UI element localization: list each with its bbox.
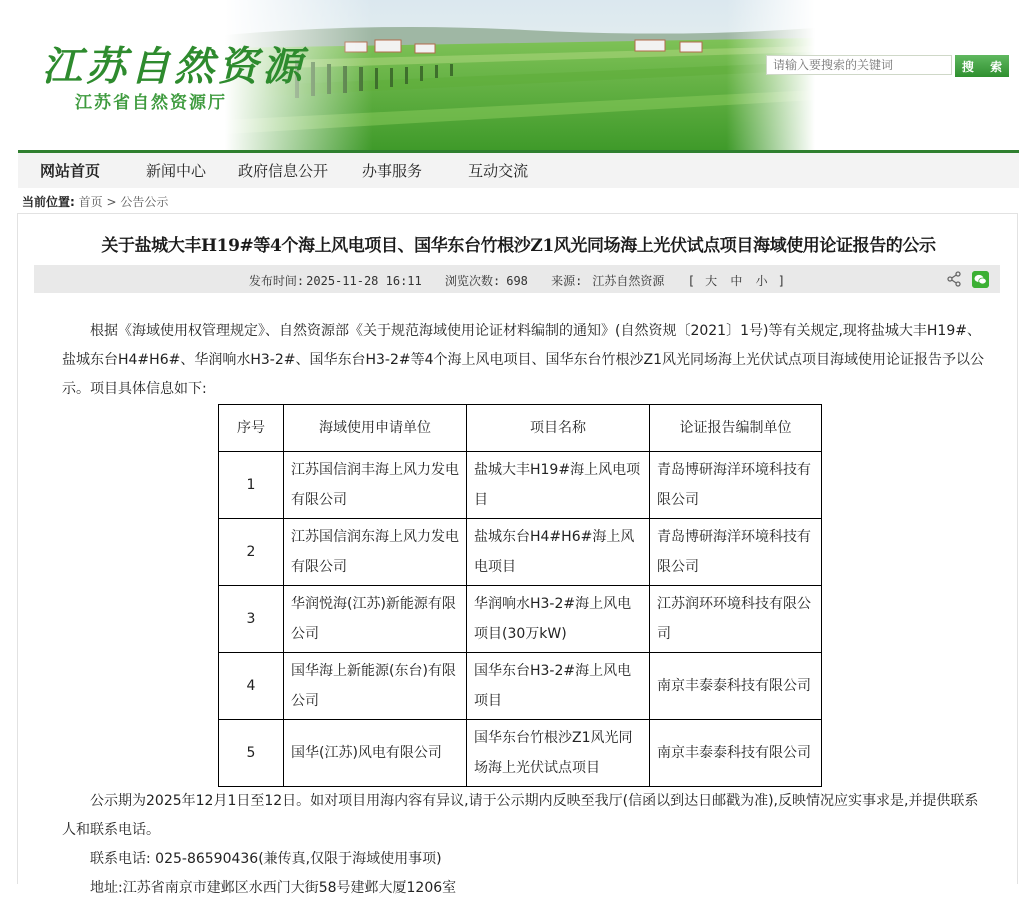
table-cell: 江苏国信润丰海上风力发电有限公司 xyxy=(284,452,467,519)
table-row xyxy=(219,653,822,720)
table-cell: 南京丰泰泰科技有限公司 xyxy=(650,653,822,720)
font-size-medium[interactable]: 中 xyxy=(730,274,743,288)
table-cell: 南京丰泰泰科技有限公司 xyxy=(650,720,822,787)
table-cell: 华润悦海(江苏)新能源有限公司 xyxy=(284,586,467,653)
publish-time-value: 2025-11-28 16:11 xyxy=(306,274,422,288)
article-content xyxy=(62,317,992,903)
table-row xyxy=(219,452,822,519)
nav-item-interaction[interactable]: 互动交流 xyxy=(468,162,529,180)
font-size-small[interactable]: 小 xyxy=(755,274,768,288)
table-header-cell: 海域使用申请单位 xyxy=(284,405,467,452)
view-count xyxy=(445,274,528,288)
table-header-cell: 论证报告编制单位 xyxy=(650,405,822,452)
project-table xyxy=(218,404,822,787)
table-cell: 盐城东台H4#H6#海上风电项目 xyxy=(467,519,650,586)
nav-item-services[interactable]: 办事服务 xyxy=(362,162,423,180)
table-row xyxy=(219,720,822,787)
address-paragraph: 地址:江苏省南京市建邺区水西门大街58号建邺大厦1206室 xyxy=(90,880,457,896)
table-cell: 江苏润环环境科技有限公司 xyxy=(650,586,822,653)
breadcrumb-label: 当前位置: xyxy=(22,195,75,209)
wechat-icon[interactable] xyxy=(972,271,989,288)
font-size-bracket-open: [ xyxy=(687,274,695,288)
notice-paragraph: 公示期为2025年12月1日至12日。如对项目用海内容有异议,请于公示期内反映至我厅(信函以到达日邮戳为准),反映情况应实事求是,并提供联系人和联系电话。 xyxy=(62,793,979,838)
table-cell: 江苏国信润东海上风力发电有限公司 xyxy=(284,519,467,586)
article-source-label: 来源: xyxy=(551,274,583,288)
contact-paragraph: 联系电话: 025-86590436(兼传真,仅限于海域使用事项) xyxy=(90,851,442,867)
article-meta-bar xyxy=(34,265,1000,293)
table-row xyxy=(219,519,822,586)
share-icon[interactable] xyxy=(946,271,962,287)
article-title: 关于盐城大丰H19#等4个海上风电项目、国华东台竹根沙Z1风光同场海上光伏试点项目海域使用论证报告的公示 xyxy=(101,236,936,256)
publish-time-label: 发布时间: xyxy=(248,274,305,288)
font-size-switcher xyxy=(688,274,785,288)
table-cell: 5 xyxy=(219,720,284,787)
breadcrumb-home-link[interactable]: 首页 xyxy=(78,195,103,209)
article-source xyxy=(551,274,664,288)
table-header-cell: 项目名称 xyxy=(467,405,650,452)
table-cell: 盐城大丰H19#海上风电项目 xyxy=(467,452,650,519)
site-logo-title[interactable]: 江苏自然资源 xyxy=(42,43,306,90)
breadcrumb-separator: > xyxy=(106,195,117,209)
nav-item-news[interactable]: 新闻中心 xyxy=(146,162,207,180)
table-cell: 1 xyxy=(219,452,284,519)
article-source-value: 江苏自然资源 xyxy=(592,274,665,288)
table-cell: 4 xyxy=(219,653,284,720)
site-header xyxy=(0,0,1030,150)
table-cell: 国华东台H3-2#海上风电项目 xyxy=(467,653,650,720)
breadcrumb-current-link[interactable]: 公告公示 xyxy=(120,195,169,209)
intro-paragraph: 根据《海域使用权管理规定》、自然资源部《关于规范海域使用论证材料编制的通知》(自然资规〔2021〕1号)等有关规定,现将盐城大丰H19#、盐城东台H4#H6#、华润响水H3-2#、国华东台H3-2#等4个海上风电项目、国华东台竹根沙Z1风光同场海上光伏试点项目海域使用论证报告予以公示。项目具体信息如下: xyxy=(62,323,984,397)
nav-item-gov-info[interactable]: 政府信息公开 xyxy=(238,162,329,180)
font-size-large[interactable]: 大 xyxy=(705,274,718,288)
article-panel xyxy=(17,213,1018,896)
site-logo-subtitle[interactable]: 江苏省自然资源厅 xyxy=(75,93,227,113)
main-nav xyxy=(18,150,1019,188)
table-cell: 3 xyxy=(219,586,284,653)
table-cell: 2 xyxy=(219,519,284,586)
header-banner-image xyxy=(225,0,815,150)
table-cell: 国华东台竹根沙Z1风光同场海上光伏试点项目 xyxy=(467,720,650,787)
table-cell: 青岛博研海洋环境科技有限公司 xyxy=(650,519,822,586)
search-button[interactable]: 搜 索 xyxy=(955,55,1009,77)
view-count-value: 698 xyxy=(506,274,528,288)
breadcrumb xyxy=(22,193,168,210)
table-cell: 华润响水H3-2#海上风电项目(30万kW) xyxy=(467,586,650,653)
nav-item-home[interactable]: 网站首页 xyxy=(40,162,101,180)
publish-time xyxy=(249,274,422,288)
font-size-bracket-close: ] xyxy=(777,274,786,288)
table-cell: 青岛博研海洋环境科技有限公司 xyxy=(650,452,822,519)
table-header-cell: 序号 xyxy=(219,405,284,452)
table-row xyxy=(219,586,822,653)
view-count-label: 浏览次数: xyxy=(444,274,501,288)
table-cell: 国华海上新能源(东台)有限公司 xyxy=(284,653,467,720)
table-cell: 国华(江苏)风电有限公司 xyxy=(284,720,467,787)
table-header-row xyxy=(219,405,822,452)
search-input[interactable] xyxy=(766,55,952,75)
